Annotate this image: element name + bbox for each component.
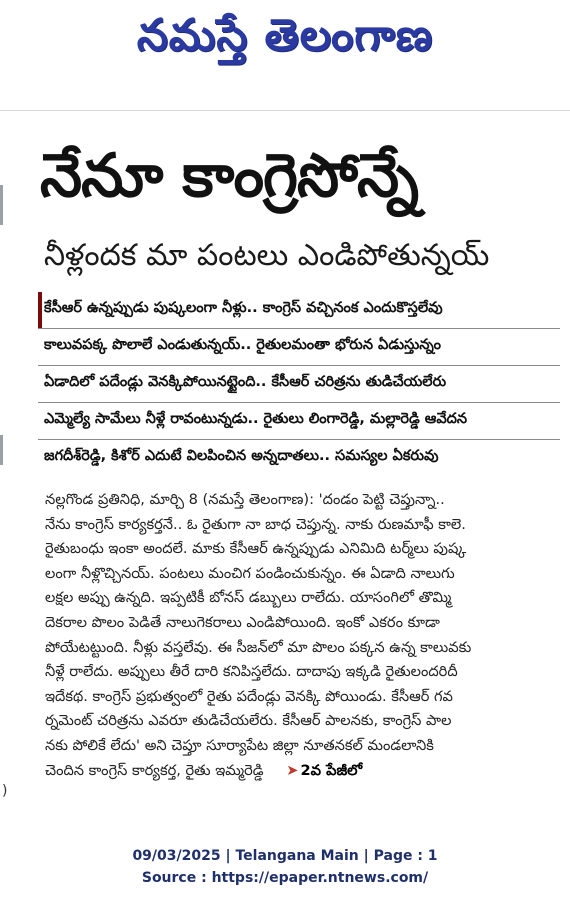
body-line: చెందిన కాంగ్రెస్ కార్యకర్త, రైతు ఇమ్మరెడ్డి: [45, 761, 264, 779]
highlight-line: కేసీఆర్ ఉన్నప్పుడు పుష్కలంగా నీళ్లు.. కాంగ్రెస్ వచ్చినంక ఎందుకొస్తలేవు: [44, 300, 443, 316]
edge-fragment: ): [2, 783, 8, 799]
masthead-title: నమస్తే తెలంగాణ: [136, 10, 434, 61]
continued-on-page-link[interactable]: [286, 762, 362, 779]
body-line: దెకరాల పొలం పెడితే నాలుగెకరాలు ఎండిపోయింది. ఇంకో ఎకరం కూడా: [45, 613, 440, 631]
highlight-line: ఏడాదిలో పదేండ్లు వెనక్కిపోయినట్టైంది.. కేసీఆర్ చరిత్రను తుడిచేయలేరు: [44, 374, 447, 390]
newspaper-masthead: [80, 6, 490, 76]
highlights-block: [38, 292, 560, 476]
body-line: నల్లగొండ ప్రతినిధి, మార్చి 8 (నమస్తే తెలంగాణ): 'దండం పెట్టి చెప్తున్నా..: [45, 491, 445, 508]
edge-bar: [0, 435, 3, 465]
body-last-line: [45, 759, 560, 784]
article-subheadline: నీళ్లందక మా పంటలు ఎండిపోతున్నయ్: [44, 238, 490, 273]
source-line[interactable]: Source : https://epaper.ntnews.com/: [141, 870, 429, 886]
highlight-line: ఎమ్మెల్యే సామేలు నీళ్లే రావంటున్నడు.. రైతులు లింగారెడ్డి, మల్లారెడ్డి ఆవేదన: [44, 411, 468, 427]
continue-arrow-icon: ➤: [286, 761, 299, 779]
adjacent-column-edge: [0, 125, 26, 825]
body-line: ఇదేకథ. కాంగ్రెస్ ప్రభుత్వంలో రైతు పదేండ్లు వెనక్కి పోయిండు. కేసీఆర్ గవ: [45, 687, 453, 705]
body-line: లక్షల అప్పు ఉన్నది. ఇప్పటికీ బోనస్ డబ్బులు రాలేదు. యాసంగిలో తొమ్మి: [45, 589, 452, 607]
masthead-divider: [0, 110, 570, 111]
edition-line: 09/03/2025 | Telangana Main | Page : 1: [132, 848, 438, 864]
highlight-line: జగదీశ్‌రెడ్డి, కిశోర్ ఎదుటే విలపించిన అన్నదాతలు.. సమస్యల ఏకరువు: [44, 448, 439, 464]
body-line: లంగా నీళ్లొచ్చినయ్. పంటలు మంచిగ పండించుకున్నం. ఈ ఏడాది నాలుగు: [45, 564, 455, 582]
continued-label: 2వ పేజీలో: [300, 761, 363, 779]
body-line: పోయేటట్టుంది. నీళ్లు వస్తలేవు. ఈ సీజన్‌లో మా పొలం పక్కన ఉన్న కాలువకు: [45, 638, 472, 656]
body-line: ర్నమెంట్ చరిత్రను ఎవరూ తుడిచేయలేరు. కేసీఆర్ పాలనకు, కాంగ్రెస్ పాల: [45, 712, 452, 730]
body-line: నీళ్లే రాలేదు. అప్పులు తీరే దారి కనిపిస్తలేదు. దాదాపు ఇక్కడి రైతులందరిదీ: [45, 663, 458, 681]
edge-bar: [0, 185, 3, 225]
article-headline: నేనూ కాంగ్రెసోన్నే: [40, 141, 418, 211]
body-line: రైతుబంధు ఇంకా అందలే. మాకు కేసీఆర్ ఉన్నప్పుడు ఎనిమిది టర్మ్‌లు పుష్క: [45, 540, 467, 558]
article-body: [45, 488, 560, 783]
epaper-footer: [0, 845, 570, 889]
highlight-line: కాలువపక్క పొలాలే ఎండుతున్నయ్.. రైతులమంతా భోరున ఏడుస్తున్నం: [44, 337, 441, 353]
body-line: నేను కాంగ్రెస్ కార్యకర్తనే.. ఓ రైతుగా నా బాధ చెప్తున్న. నాకు రుణమాఫీ కాలె.: [45, 515, 466, 533]
body-line: నకు పోలికే లేదు' అని చెప్తూ సూర్యాపేట జిల్లా నూతనకల్ మండలానికి: [45, 736, 434, 754]
